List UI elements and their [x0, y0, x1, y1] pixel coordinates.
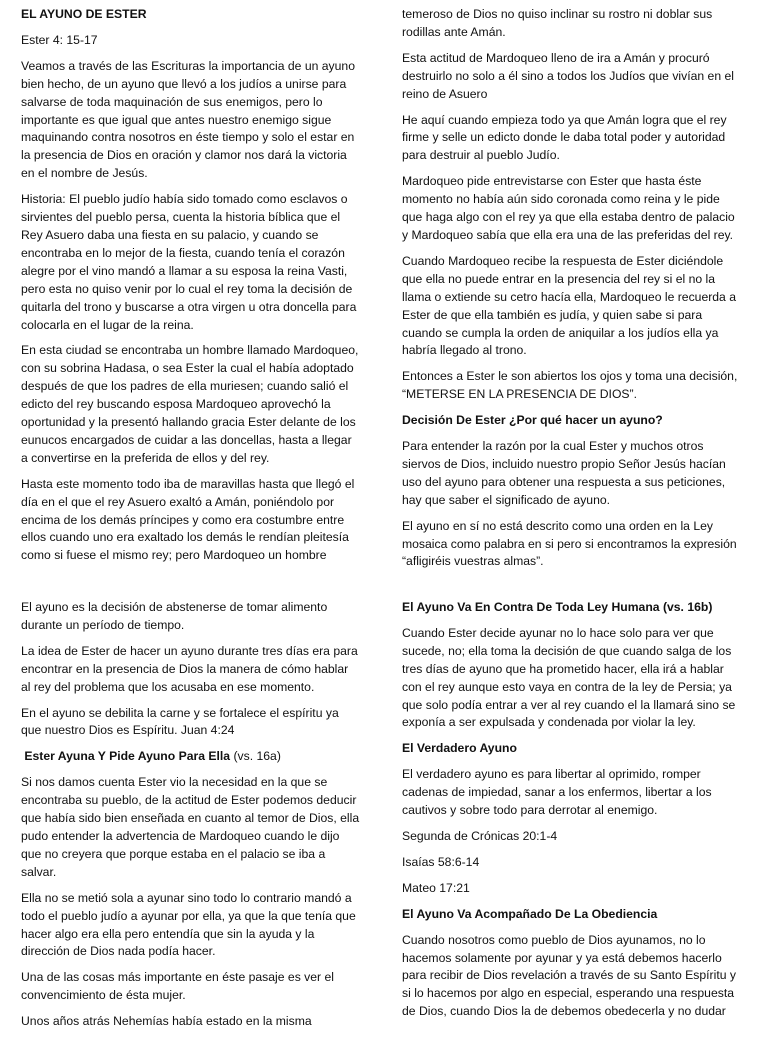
paragraph: Si nos damos cuenta Ester vio la necesidad en la que se encontraba su pueblo, de la actitud de Ester podemos deducir que había sido bien enseñada en cuanto al temor de Dios, ella pudo entender la advertencia de Mardoqueo cuando le dijo que no creyera que porque estaba en el palacio se iba a salvar. [21, 775, 360, 879]
section-heading: El Ayuno Va En Contra De Toda Ley Humana (vs. 16b) [402, 600, 713, 614]
paragraph: Cuando Mardoqueo recibe la respuesta de Ester diciéndole que ella no puede entrar en la presencia del rey si el no la llama o extiende su cetro hacía ella, Mardoqueo le recuerda a Ester de que ella también es judía, y quien sabe si para cuando se cumpla la orden de aniquilar a los judíos ella ya habría llegado al trono. [402, 253, 737, 358]
section-heading [21, 748, 361, 766]
paragraph: El ayuno es la decisión de abstenerse de tomar alimento durante un período de tiempo. [21, 600, 328, 632]
paragraph: Cuando nosotros como pueblo de Dios ayunamos, no lo hacemos solamente por ayunar y ya está debemos hacerlo para recibir de Dios revelación a través de su Santo Espíritu y si lo hacemos por algo en especial, esperando una respuesta de Dios, cuando Dios la de debemos obedecerla y no dudar [402, 932, 736, 1019]
top-left-column [21, 6, 361, 573]
document-title: EL AYUNO DE ESTER [21, 7, 147, 21]
scripture-reference: Segunda de Crónicas 20:1-4 [402, 828, 558, 843]
paragraph: Mardoqueo pide entrevistarse con Ester que hasta éste momento no había aún sido coronada como reina y le pide que haga algo con el rey ya que ella estaba dentro de palacio y Mardoqueo sabía que ella era una de las preferidas del rey. [402, 174, 735, 242]
paragraph: Cuando Ester decide ayunar no lo hace solo para ver que sucede, no; ella toma la decisión de que cuando salga de los tres días de ayuno que ha prometido hacer, ella irá a hablar con el rey aunque esto vaya en contra de la ley de Persia; ya que solo podía entrar a ver al rey cuando el la llamará sino se exponía a ser expulsada y condenada por violar la ley. [402, 625, 736, 730]
paragraph: La idea de Ester de hacer un ayuno durante tres días era para encontrar en la presencia de Dios la manera de cómo hablar al rey del problema que los acusaba en ese momento. [21, 643, 358, 694]
scripture-reference: Mateo 17:21 [402, 880, 470, 895]
paragraph: Veamos a través de las Escrituras la importancia de un ayuno bien hecho, de un ayuno que llevó a los judíos a unirse para salvarse de toda maquinación de sus enemigos, pero lo importante es que igual que antes nuestro enemigo sigue maquinando contra nosotros en éste tiempo y solo el estar en la presencia de Dios en oración y clamor nos dará la victoria en el nombre de Jesús. [21, 58, 355, 181]
section-heading: El Verdadero Ayuno [402, 741, 517, 756]
top-right-column [402, 6, 742, 579]
section-heading-ref: (vs. 16a) [230, 749, 281, 764]
paragraph: Hasta este momento todo iba de maravillas hasta que llegó el día en el que el rey Asuero exaltó a Amán, poniéndolo por encima de los demás príncipes y como era costumbre entre ellos cuando uno era exaltado los demás le rendían pleitesía como si fuese el mismo rey; pero Mardoqueo un hombre [21, 476, 355, 563]
section-heading: El Ayuno Va Acompañado De La Obediencia [402, 906, 658, 921]
paragraph: temeroso de Dios no quiso inclinar su rostro ni doblar sus rodillas ante Amán. [402, 7, 713, 39]
paragraph: El verdadero ayuno es para libertar al oprimido, romper cadenas de impiedad, sanar a los enfermos, libertar a los cautivos y sobre todo para derrotar al enemigo. [402, 767, 712, 818]
paragraph: En esta ciudad se encontraba un hombre llamado Mardoqueo, con su sobrina Hadasa, o sea Ester la cual el había adoptado después de que los padres de ella muriesen; cuando salió el edicto del rey buscando esposa Mardoqueo aprovechó la oportunidad y la presentó hallando gracia Ester delante de los eunucos encargados de cuidar a las doncellas, hasta a llegar a convertirse en la preferida de ellos y del rey. [21, 343, 359, 465]
scripture-reference: Isaías 58:6-14 [402, 854, 480, 869]
paragraph: He aquí cuando empieza todo ya que Amán logra que el rey firme y selle un edicto donde le daba total poder y autoridad para destruir al pueblo Judío. [402, 112, 727, 163]
bottom-left-column [21, 599, 361, 1039]
paragraph: Unos años atrás Nehemías había estado en la misma [21, 1014, 312, 1029]
scripture-reference: Ester 4: 15-17 [21, 32, 98, 47]
paragraph: Historia: El pueblo judío había sido tomado como esclavos o sirvientes del pueblo persa, cuenta la historia bíblica que el Rey Asuero daba una fiesta en su palacio, y cuando se encontraba en lo mejor de la fiesta, cuando tenía el corazón alegre por el vino mandó a llamar a su esposa la reina Vasti, pero esta no quiso venir por lo cual el rey toma la decisión de quitarla del trono y buscarse a otra virgen u otra doncella para colocarla en el lugar de la reina. [21, 192, 357, 332]
paragraph: Una de las cosas más importante en éste pasaje es ver el convencimiento de ésta mujer. [21, 970, 334, 1003]
paragraph: Entonces a Ester le son abiertos los ojos y toma una decisión, “METERSE EN LA PRESENCIA DE DIOS”. [402, 369, 738, 402]
paragraph: En el ayuno se debilita la carne y se fortalece el espíritu ya que nuestro Dios es Espíritu. Juan 4:24 [21, 705, 339, 738]
paragraph: Para entender la razón por la cual Ester y muchos otros siervos de Dios, incluido nuestro propio Señor Jesús hacían uso del ayuno para obtener una respuesta a sus peticiones, hay que saber el significado de ayuno. [402, 439, 726, 507]
section-heading-text: Ester Ayuna Y Pide Ayuno Para Ella [24, 749, 231, 764]
paragraph: Ella no se metió sola a ayunar sino todo lo contrario mandó a todo el pueblo judío a ayunar por ella, ya que la que tenía que hacer algo era ella pero entendía que sin la ayuda y la dirección de Dios nada podía hacer. [21, 890, 356, 959]
bottom-right-column [402, 599, 742, 1029]
paragraph: Esta actitud de Mardoqueo lleno de ira a Amán y procuró destruirlo no solo a él sino a todos los Judíos que vivían en el reino de Asuero [402, 50, 734, 101]
section-heading: Decisión De Ester ¿Por qué hacer un ayuno? [402, 413, 663, 428]
paragraph: El ayuno en sí no está descrito como una orden en la Ley mosaica como palabra en si pero si encontramos la expresión “afligiréis vuestras almas”. [402, 518, 737, 569]
